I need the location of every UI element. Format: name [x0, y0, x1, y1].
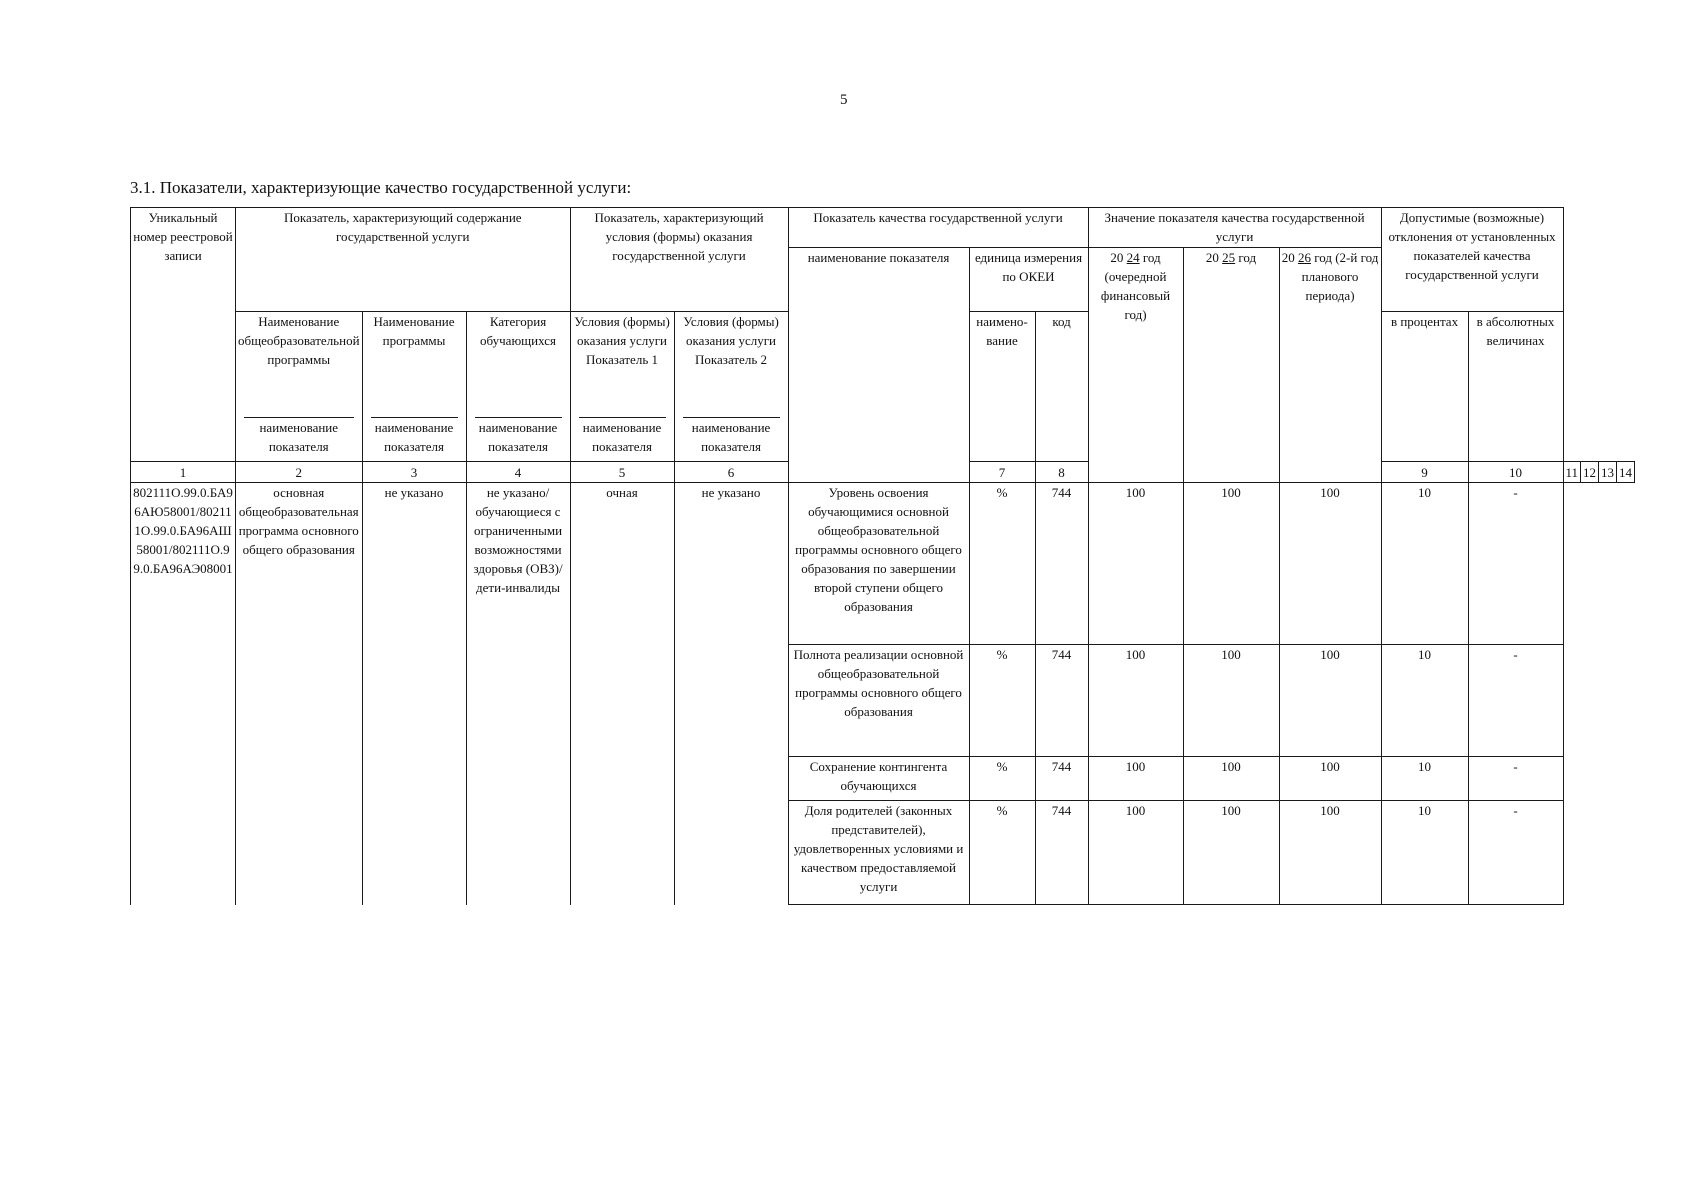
indicator-unit: % — [969, 801, 1035, 905]
header-form-2-label: наименование показателя — [691, 420, 771, 454]
header-category-label: наименование показателя — [478, 420, 558, 454]
indicator-year-3: 100 — [1279, 757, 1381, 801]
indicator-year-1: 100 — [1088, 757, 1183, 801]
header-unit-name: наимено-вание — [969, 312, 1035, 462]
table-row — [131, 483, 1635, 645]
col-number: 8 — [1035, 462, 1088, 483]
header-record-number: Уникальный номер реестровой записи — [131, 208, 236, 462]
header-conditions-group: Показатель, характеризующий условия (формы) оказания государственной услуги — [570, 208, 788, 312]
indicator-dev-abs: - — [1468, 645, 1563, 757]
indicator-name: Полнота реализации основной общеобразовательной программы основного общего образования — [788, 645, 969, 757]
indicator-year-2: 100 — [1183, 801, 1279, 905]
indicator-year-1: 100 — [1088, 801, 1183, 905]
indicator-code: 744 — [1035, 645, 1088, 757]
indicator-year-1: 100 — [1088, 483, 1183, 645]
indicator-unit: % — [969, 757, 1035, 801]
col-number: 4 — [466, 462, 570, 483]
header-program: Наименование общеобразовательной программы наименование показателя — [236, 312, 363, 462]
col-number: 6 — [674, 462, 788, 483]
header-form-2: Условия (формы) оказания услуги Показатель 2 наименование показателя — [674, 312, 788, 462]
header-unit-code: код — [1035, 312, 1088, 462]
indicator-dev-percent: 10 — [1381, 483, 1468, 645]
indicator-name: Уровень освоения обучающимися основной общеобразовательной программы основного общего образования по завершении второй ступени общего образования — [788, 483, 969, 645]
col-number: 14 — [1617, 462, 1635, 483]
record-program: основная общеобразовательная программа основного общего образования — [236, 483, 363, 905]
indicator-code: 744 — [1035, 757, 1088, 801]
indicator-dev-abs: - — [1468, 757, 1563, 801]
indicator-year-3: 100 — [1279, 483, 1381, 645]
indicator-name: Сохранение контингента обучающихся — [788, 757, 969, 801]
header-form-1-label: наименование показателя — [582, 420, 662, 454]
record-form-1: очная — [570, 483, 674, 905]
header-category: Категория обучающихся наименование показателя — [466, 312, 570, 462]
header-year-3: 20 26 год (2-й год планового периода) — [1279, 248, 1381, 483]
indicator-year-2: 100 — [1183, 645, 1279, 757]
indicator-unit: % — [969, 483, 1035, 645]
indicator-year-1: 100 — [1088, 645, 1183, 757]
col-number: 9 — [1381, 462, 1468, 483]
record-program-name: не указано — [362, 483, 466, 905]
indicator-dev-abs: - — [1468, 483, 1563, 645]
header-dev-abs: в абсолютных величинах — [1468, 312, 1563, 462]
indicator-year-3: 100 — [1279, 801, 1381, 905]
indicator-year-3: 100 — [1279, 645, 1381, 757]
record-id: 802111О.99.0.БА96АЮ58001/802111О.99.0.БА96АШ58001/802111О.99.0.БА96АЭ08001 — [131, 483, 236, 905]
col-number: 1 — [131, 462, 236, 483]
col-number: 11 — [1563, 462, 1581, 483]
indicator-year-2: 100 — [1183, 483, 1279, 645]
indicator-code: 744 — [1035, 801, 1088, 905]
indicator-dev-percent: 10 — [1381, 801, 1468, 905]
header-quality-name: наименование показателя — [788, 248, 969, 483]
header-quality-group: Показатель качества государственной услуги — [788, 208, 1088, 248]
indicator-dev-percent: 10 — [1381, 645, 1468, 757]
indicator-year-2: 100 — [1183, 757, 1279, 801]
section-title: 3.1. Показатели, характеризующие качество государственной услуги: — [130, 178, 632, 197]
col-number: 10 — [1468, 462, 1563, 483]
col-number: 7 — [969, 462, 1035, 483]
header-year-2: 20 25 год — [1183, 248, 1279, 483]
col-number: 3 — [362, 462, 466, 483]
record-form-2: не указано — [674, 483, 788, 905]
page-number: 5 — [840, 92, 848, 108]
header-deviation-group: Допустимые (возможные) отклонения от установленных показателей качества государственной услуги — [1381, 208, 1563, 312]
header-unit: единица измерения по ОКЕИ — [969, 248, 1088, 312]
record-category: не указано/ обучающиеся с ограниченными возможностями здоровья (ОВЗ)/дети-инвалиды — [466, 483, 570, 905]
header-program-label: наименование показателя — [259, 420, 339, 454]
header-program-name-label: наименование показателя — [374, 420, 454, 454]
header-form-1: Условия (формы) оказания услуги Показатель 1 наименование показателя — [570, 312, 674, 462]
indicator-dev-percent: 10 — [1381, 757, 1468, 801]
header-year-1: 20 24 год (очередной финансовый год) — [1088, 248, 1183, 483]
quality-indicators-table — [130, 207, 1635, 905]
indicator-unit: % — [969, 645, 1035, 757]
header-dev-percent: в процентах — [1381, 312, 1468, 462]
col-number: 12 — [1581, 462, 1599, 483]
indicator-dev-abs: - — [1468, 801, 1563, 905]
header-program-name: Наименование программы наименование показателя — [362, 312, 466, 462]
col-number: 13 — [1599, 462, 1617, 483]
header-values-group: Значение показателя качества государственной услуги — [1088, 208, 1381, 248]
col-number: 5 — [570, 462, 674, 483]
header-content-group: Показатель, характеризующий содержание государственной услуги — [236, 208, 571, 312]
col-number: 2 — [236, 462, 363, 483]
indicator-name: Доля родителей (законных представителей), удовлетворенных условиями и качеством предоставляемой услуги — [788, 801, 969, 905]
indicator-code: 744 — [1035, 483, 1088, 645]
